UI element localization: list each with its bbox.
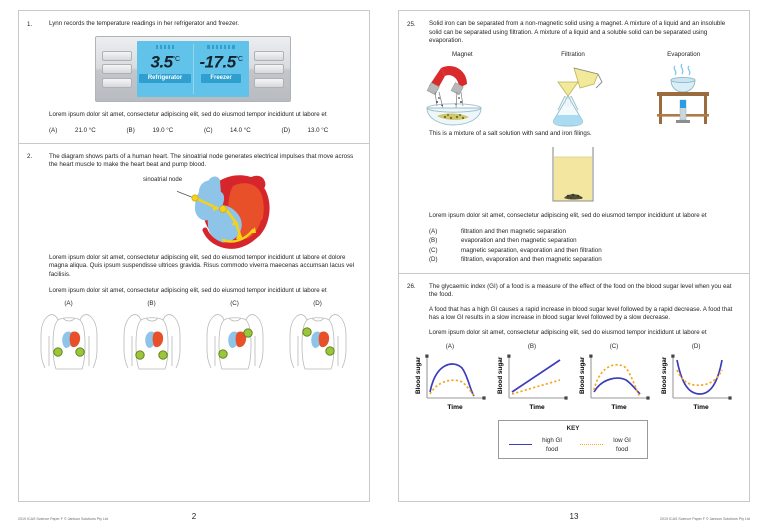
refrigerator-label: Refrigerator [139, 74, 191, 83]
torso-diagram-d [285, 310, 351, 372]
question-1-number: 1. [27, 20, 33, 28]
option-b-label: (B) [429, 237, 438, 245]
option-d[interactable] [285, 299, 351, 372]
filtration-method [518, 50, 628, 128]
panel-button[interactable] [254, 78, 284, 88]
option-a-label: (A) [49, 126, 58, 134]
salt-mixture-figure [407, 143, 739, 205]
electrode [243, 329, 251, 337]
graph-a-xlabel: Time [447, 403, 463, 411]
heart-illustration [177, 172, 287, 250]
question-2-paragraph-1: Lorem ipsum dolor sit amet, consectetur adipiscing elit, sed do eiusmod tempor incididunt ut labore et dolore magna aliqua. Quis ipsum suspendisse ultrices gravida. Risus commodo viverra maecenas accumsan lacus vel facilisis. [49, 253, 355, 279]
option-b[interactable] [127, 126, 205, 135]
torso-diagram-b [119, 310, 185, 372]
option-d-text: 13.0 °C [307, 126, 329, 134]
left-copyright-notice: 2019 ICAS Science Paper F © Janison Solutions Pty Ltd [18, 517, 108, 521]
left-page-sheet [18, 10, 370, 502]
option-d-label: (D) [429, 256, 438, 264]
option-c[interactable] [204, 126, 282, 135]
graph-d-xlabel: Time [693, 403, 709, 411]
right-page-footer [384, 512, 768, 522]
key-legend [498, 420, 648, 459]
sinoatrial-node-annotation: sinoatrial node [143, 176, 183, 183]
option-d-label: (D) [313, 300, 322, 308]
refrigerator-bars-icon [156, 45, 175, 49]
option-a-label: (A) [429, 227, 438, 235]
option-b-label: (B) [126, 126, 135, 134]
right-page-number: 13 [569, 512, 579, 521]
option-a-label: (A) [64, 300, 73, 308]
graph-d-ylabel: Blood sugar [661, 356, 669, 394]
refrigerator-temperature [151, 50, 180, 72]
option-b[interactable] [119, 299, 185, 372]
option-c[interactable] [575, 342, 653, 414]
graph-a-ylabel: Blood sugar [414, 356, 422, 394]
question-25-lead-in: Lorem ipsum dolor sit amet, consectetur adipiscing elit, sed do eiusmod tempor incididunt ut labore et [429, 212, 707, 220]
torso-diagram-a [36, 310, 102, 372]
right-copyright-notice: 2019 ICAS Science Paper F © Janison Solutions Pty Ltd [660, 517, 750, 521]
lcd-screen [137, 41, 249, 97]
evaporation-illustration [645, 62, 723, 128]
option-d-text: filtration, evaporation and then magnetic separation [461, 256, 602, 264]
graph-c-ylabel: Blood sugar [579, 356, 587, 394]
option-b-text: evaporation and then magnetic separation [461, 237, 577, 245]
fridge-control-panel [95, 36, 291, 102]
option-c-label: (C) [204, 126, 213, 134]
freezer-temperature [199, 50, 242, 72]
heart-diagram-figure [27, 172, 359, 250]
high-gi-line-swatch [509, 444, 532, 445]
key-legend-wrapper [407, 420, 739, 459]
option-c-label: (C) [230, 300, 239, 308]
option-b-label: (B) [527, 342, 537, 350]
sa-node-dot [192, 195, 198, 201]
question-2-stem: The diagram shows parts of a human heart. The sinoatrial node generates electrical impulses that move across the heart muscle to make the heart beat and pump blood. [49, 152, 354, 169]
option-c[interactable] [202, 299, 268, 372]
option-a[interactable] [411, 342, 489, 414]
fridge-display-figure [27, 36, 359, 102]
question-2 [19, 144, 369, 381]
option-c-label: (C) [429, 246, 438, 254]
low-gi-line-swatch [580, 444, 603, 445]
graph-c-xlabel: Time [611, 403, 627, 411]
refrigerator-readout [137, 41, 193, 97]
question-2-paragraph-2: Lorem ipsum dolor sit amet, consectetur adipiscing elit, sed do eiusmod tempor incididunt ut labore et [49, 286, 327, 294]
question-1-options [49, 126, 359, 135]
left-page-footer [0, 512, 384, 522]
right-page-sheet [398, 10, 750, 502]
graph-d [656, 352, 736, 414]
freezer-readout [193, 41, 249, 97]
right-button-column [254, 51, 284, 88]
option-d-label: (D) [691, 342, 701, 350]
electrode [218, 350, 226, 358]
electrode [325, 347, 333, 355]
panel-button[interactable] [102, 78, 132, 88]
option-c-text: 14.0 °C [230, 126, 251, 134]
question-1 [19, 11, 369, 144]
option-c-label: (C) [609, 342, 619, 350]
question-25-number: 25. [407, 20, 416, 28]
left-page-number: 2 [191, 512, 197, 521]
question-25-stem: Solid iron can be separated from a non-magnetic solid using a magnet. A mixture of a liquid and an insoluble solid can be separated using filtration. A mixture of a liquid and a soluble solid can be separated using evaporation. [429, 20, 726, 45]
key-item-low-gi [580, 436, 637, 454]
option-a-text: 21.0 °C [75, 126, 96, 134]
option-d-label: (D) [281, 126, 291, 134]
option-d[interactable] [429, 255, 739, 264]
steam-icon [674, 64, 690, 75]
question-26-number: 26. [407, 283, 416, 291]
option-c-text: magnetic separation, evaporation and then filtration [461, 246, 602, 254]
magnet-illustration [423, 62, 501, 128]
filtration-label: Filtration [561, 50, 585, 58]
low-gi-label: low GI food [613, 436, 631, 453]
question-25-options [429, 227, 739, 265]
panel-button[interactable] [102, 51, 132, 61]
option-d[interactable] [282, 126, 360, 135]
electrode [158, 351, 166, 359]
electrode [302, 328, 310, 336]
question-1-lead-in: Lorem ipsum dolor sit amet, consectetur adipiscing elit, sed do eiusmod tempor incididunt ut labore et [49, 111, 327, 119]
question-26-paragraph-1: A food that has a high GI causes a rapid increase in blood sugar level followed by a rapid decrease. A food that has a low GI results in a slow increase in blood sugar level followed by a slow decrease. [429, 305, 733, 322]
separation-methods-figure [407, 50, 739, 128]
question-2-options [27, 299, 359, 372]
high-gi-label: high GI food [542, 436, 563, 453]
electrode [75, 348, 83, 356]
option-c[interactable] [429, 246, 739, 255]
magnet-label: Magnet [452, 50, 473, 58]
option-b-label: (B) [147, 300, 156, 308]
evaporation-method [629, 50, 739, 128]
filtration-illustration [534, 62, 612, 128]
panel-button[interactable] [254, 64, 284, 74]
graph-b-xlabel: Time [529, 403, 545, 411]
magnet-method [408, 50, 518, 128]
evaporation-label: Evaporation [667, 50, 701, 58]
question-26-lead-in: Lorem ipsum dolor sit amet, consectetur adipiscing elit, sed do eiusmod tempor incididunt ut labore et [429, 328, 707, 336]
key-item-high-gi [509, 436, 568, 454]
torso-diagram-c [202, 310, 268, 372]
option-b-text: 19.0 °C [152, 126, 174, 134]
right-page [384, 0, 768, 528]
question-2-number: 2. [27, 153, 33, 161]
question-26-options [407, 342, 739, 414]
panel-button[interactable] [102, 64, 132, 74]
graph-a [410, 352, 490, 414]
graph-b-ylabel: Blood sugar [496, 356, 504, 394]
graph-b [492, 352, 572, 414]
option-b[interactable] [493, 342, 571, 414]
electrode [135, 351, 143, 359]
option-d[interactable] [657, 342, 735, 414]
beaker-illustration [540, 143, 606, 205]
option-a-label: (A) [445, 342, 454, 350]
refrigerator-temp-value: 3.5 [150, 52, 173, 72]
freezer-label: Freezer [201, 74, 240, 83]
question-26 [399, 274, 749, 467]
question-25-caption: This is a mixture of a salt solution with sand and iron filings. [429, 129, 592, 137]
refrigerator-temp-unit: °C [172, 56, 180, 64]
option-a-text: filtration and then magnetic separation [461, 227, 566, 235]
option-b[interactable] [429, 236, 739, 245]
question-26-stem: The glycaemic index (GI) of a food is a measure of the effect of the food on the blood sugar level when you eat the food. [429, 282, 732, 299]
option-a[interactable] [36, 299, 102, 372]
key-title: KEY [566, 424, 580, 432]
panel-button[interactable] [254, 51, 284, 61]
question-1-stem: Lynn records the temperature readings in her refrigerator and freezer. [49, 20, 239, 27]
option-a[interactable] [49, 126, 127, 135]
question-25 [399, 11, 749, 274]
av-node-dot [220, 205, 227, 212]
freezer-bars-icon [207, 45, 234, 49]
option-a[interactable] [429, 227, 739, 236]
freezer-temp-unit: °C [235, 56, 243, 64]
freezer-temp-value: -17.5 [199, 52, 236, 72]
graph-c [574, 352, 654, 414]
electrode [53, 348, 61, 356]
left-button-column [102, 51, 132, 88]
